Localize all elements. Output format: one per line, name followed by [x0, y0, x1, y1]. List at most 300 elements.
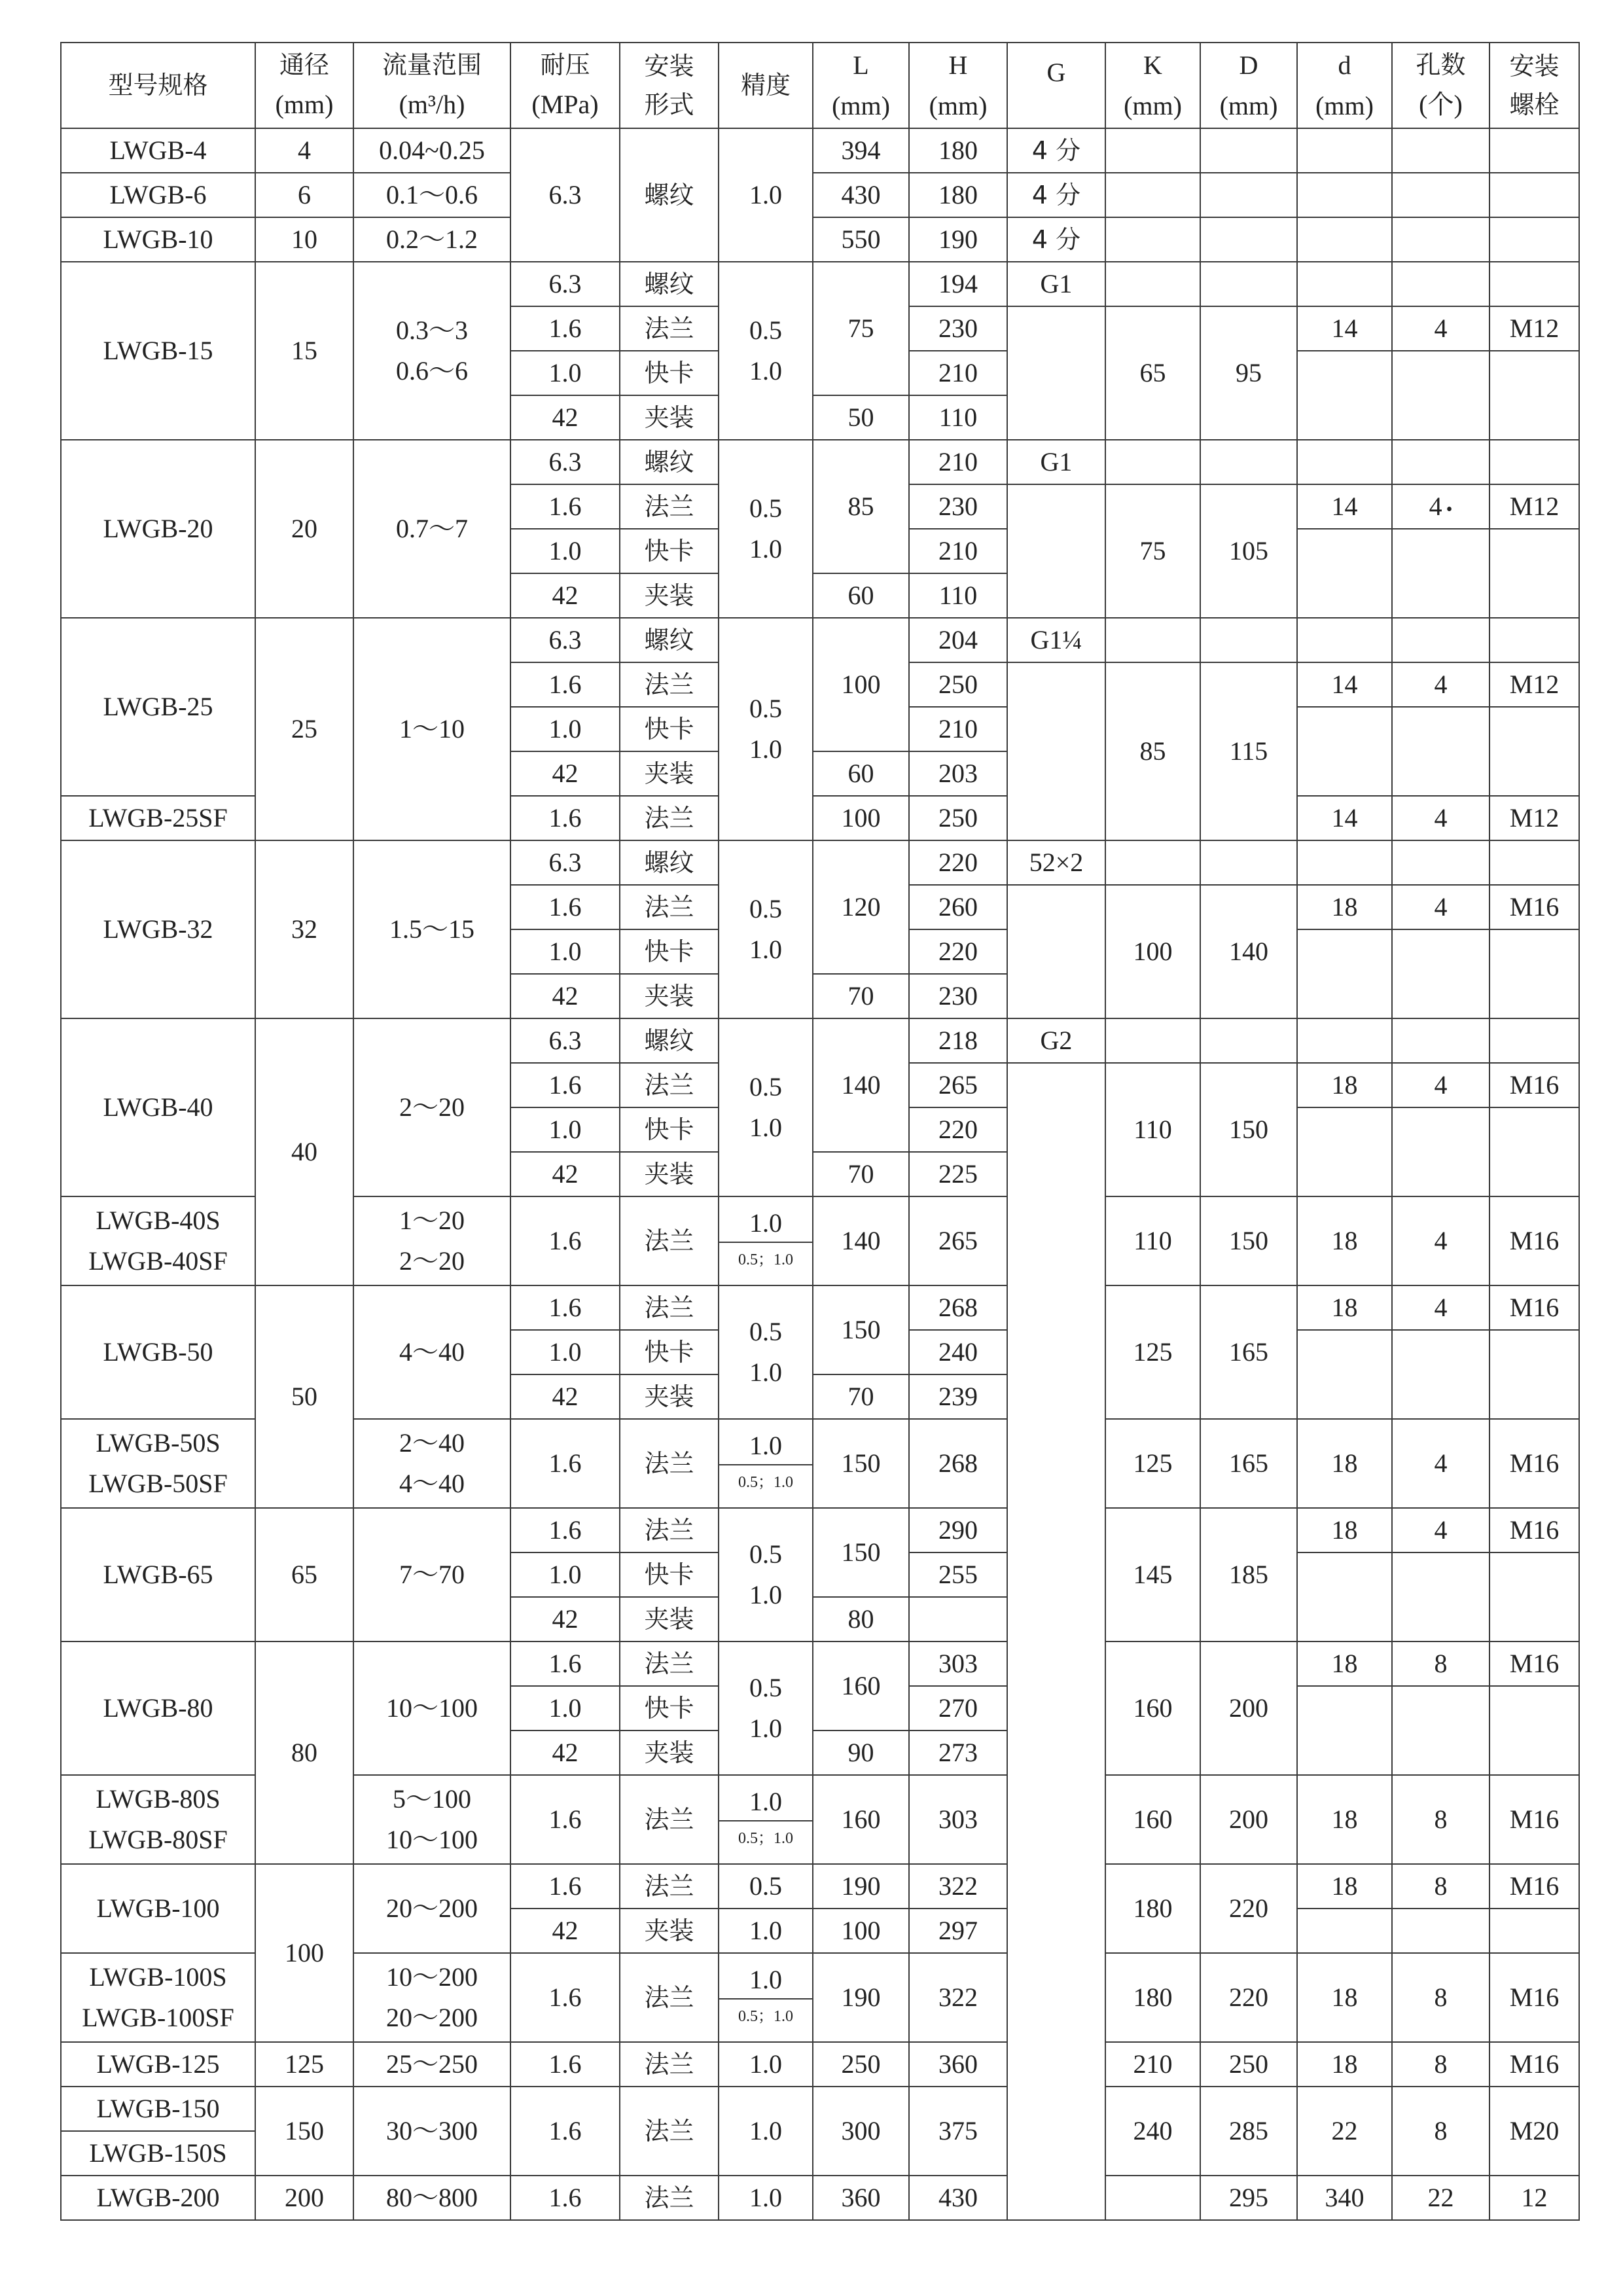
L-cell: 190: [813, 1864, 909, 1909]
holes-cell: [1392, 128, 1489, 173]
mount-cell: 法兰: [620, 1063, 719, 1107]
mount-cell: 法兰: [620, 1196, 719, 1285]
header-mount: 安装 形式: [620, 43, 719, 128]
flow-cell: 2～40 4～40: [353, 1419, 510, 1508]
D-cell: 185: [1200, 1508, 1297, 1641]
d-cell: 22: [1297, 2087, 1392, 2176]
d-cell: [1297, 173, 1392, 217]
H-cell: 297: [909, 1909, 1007, 1953]
L-cell: 150: [813, 1285, 909, 1374]
flow-cell: 80～800: [353, 2176, 510, 2220]
G-cell: 4 分: [1007, 217, 1105, 262]
pressure-cell: 1.0: [510, 1552, 620, 1597]
K-cell: 125: [1105, 1419, 1200, 1508]
pressure-cell: 1.6: [510, 1063, 620, 1107]
holes-cell: [1392, 262, 1489, 306]
d-cell: [1297, 128, 1392, 173]
H-cell: 210: [909, 707, 1007, 751]
model-cell: LWGB-50: [61, 1285, 255, 1419]
bolt-cell: M16: [1489, 1641, 1579, 1686]
H-cell: 273: [909, 1731, 1007, 1775]
mount-cell: 夹装: [620, 1374, 719, 1419]
dn-cell: 100: [255, 1864, 353, 2042]
bolt-cell: M16: [1489, 1063, 1579, 1107]
model-cell: LWGB-150: [61, 2087, 255, 2131]
pressure-cell: 1.6: [510, 662, 620, 707]
D-cell: 220: [1200, 1864, 1297, 1953]
D-cell: [1200, 128, 1297, 173]
mount-cell: 快卡: [620, 707, 719, 751]
bolt-cell: [1489, 173, 1579, 217]
bolt-cell: [1489, 840, 1579, 885]
mount-cell: 夹装: [620, 573, 719, 618]
K-cell: 145: [1105, 1508, 1200, 1641]
d-cell: [1297, 351, 1392, 440]
pressure-cell: 42: [510, 1152, 620, 1196]
L-cell: 150: [813, 1508, 909, 1597]
d-cell: [1297, 707, 1392, 796]
header-H: H (mm): [909, 43, 1007, 128]
pressure-cell: 1.0: [510, 1686, 620, 1731]
H-cell: 268: [909, 1419, 1007, 1508]
model-cell: LWGB-80S LWGB-80SF: [61, 1775, 255, 1864]
holes-cell: 4: [1392, 1508, 1489, 1552]
d-cell: 18: [1297, 1285, 1392, 1330]
pressure-cell: 1.6: [510, 2176, 620, 2220]
K-cell: [1105, 128, 1200, 173]
L-cell: 80: [813, 1597, 909, 1641]
mount-cell: 法兰: [620, 306, 719, 351]
D-cell: 285: [1200, 2087, 1297, 2176]
d-cell: 22: [1392, 2176, 1489, 2220]
H-cell: 322: [909, 1864, 1007, 1909]
flow-cell: 20～200: [353, 1864, 510, 1953]
L-cell: 70: [813, 1152, 909, 1196]
H-cell: 360: [909, 2042, 1007, 2087]
H-cell: 220: [909, 929, 1007, 974]
holes-cell: [1392, 1330, 1489, 1419]
L-cell: 394: [813, 128, 909, 173]
L-cell: 250: [813, 2042, 909, 2087]
accuracy-cell: 1.0: [719, 128, 813, 262]
pressure-cell: 6.3: [510, 1018, 620, 1063]
L-cell: 60: [813, 573, 909, 618]
accuracy-cell: 1.0 0.5；1.0: [719, 1775, 813, 1864]
holes-cell: 4: [1392, 796, 1489, 840]
table-row: [61, 2087, 1579, 2131]
model-cell: LWGB-32: [61, 840, 255, 1018]
mount-cell: 快卡: [620, 351, 719, 395]
bolt-cell: M12: [1489, 484, 1579, 529]
pressure-cell: 42: [510, 751, 620, 796]
pressure-cell: 1.0: [510, 707, 620, 751]
model-cell: LWGB-25SF: [61, 796, 255, 840]
dn-cell: 80: [255, 1641, 353, 1864]
L-cell: 70: [813, 1374, 909, 1419]
d-cell: [1297, 618, 1392, 662]
model-cell: LWGB-15: [61, 262, 255, 440]
holes-cell: [1392, 1018, 1489, 1063]
flow-cell: 0.2～1.2: [353, 217, 510, 262]
bolt-cell: M16: [1489, 1775, 1579, 1864]
flow-cell: 0.1～0.6: [353, 173, 510, 217]
accuracy-cell: 0.5 1.0: [719, 618, 813, 840]
pressure-cell: 1.6: [510, 2042, 620, 2087]
L-cell: 150: [813, 1419, 909, 1508]
mount-cell: 螺纹: [620, 440, 719, 484]
holes-cell: [1392, 529, 1489, 618]
pressure-cell: 42: [510, 1597, 620, 1641]
D-cell: 150: [1200, 1196, 1297, 1285]
d-cell: [1297, 840, 1392, 885]
K-cell: 160: [1105, 1775, 1200, 1864]
mount-cell: 螺纹: [620, 128, 719, 262]
table-row: [61, 217, 1579, 262]
D-cell: [1200, 262, 1297, 306]
header-K: K (mm): [1105, 43, 1200, 128]
dn-cell: 200: [255, 2176, 353, 2220]
accuracy-cell: 0.5 1.0: [719, 440, 813, 618]
table-row: [61, 1285, 1579, 1330]
D-cell: 115: [1200, 662, 1297, 840]
model-cell: LWGB-200: [61, 2176, 255, 2220]
d-cell: [1297, 1686, 1392, 1775]
H-cell: 194: [909, 262, 1007, 306]
L-cell: 140: [813, 1018, 909, 1152]
bolt-cell: [1489, 618, 1579, 662]
header-holes: 孔数 (个): [1392, 43, 1489, 128]
pressure-cell: 1.6: [510, 1641, 620, 1686]
pressure-cell: 42: [510, 395, 620, 440]
D-cell: [1200, 217, 1297, 262]
accuracy-cell: 0.5 1.0: [719, 1508, 813, 1641]
L-cell: 75: [813, 262, 909, 395]
H-cell: 210: [909, 440, 1007, 484]
dn-cell: 15: [255, 262, 353, 440]
header-bolt: 安装 螺栓: [1489, 43, 1579, 128]
model-cell: LWGB-150S: [61, 2131, 255, 2176]
L-cell: 60: [813, 751, 909, 796]
pressure-cell: 1.6: [510, 1508, 620, 1552]
accuracy-cell: 1.0: [719, 1909, 813, 1953]
bolt-cell: [1489, 1107, 1579, 1196]
mount-cell: 法兰: [620, 484, 719, 529]
D-cell: 200: [1200, 1775, 1297, 1864]
table-row: [61, 2176, 1579, 2220]
bolt-cell: M12: [1489, 306, 1579, 351]
flow-cell: 4～40: [353, 1285, 510, 1419]
mount-cell: 快卡: [620, 929, 719, 974]
bolt-cell: [1489, 440, 1579, 484]
accuracy-cell: 0.5 1.0: [719, 1018, 813, 1196]
L-cell: 100: [813, 618, 909, 751]
D-cell: [1200, 1018, 1297, 1063]
bolt-cell: M16: [1489, 1508, 1579, 1552]
L-cell: 100: [813, 1909, 909, 1953]
d-cell: 18: [1297, 1953, 1392, 2042]
K-cell: [1105, 217, 1200, 262]
flow-cell: 1～10: [353, 618, 510, 840]
header-L: L (mm): [813, 43, 909, 128]
bolt-cell: [1489, 351, 1579, 440]
H-cell: 375: [909, 2087, 1007, 2176]
pressure-cell: 42: [510, 1374, 620, 1419]
flow-cell: 0.04~0.25: [353, 128, 510, 173]
d-cell: 14: [1297, 796, 1392, 840]
H-cell: 430: [909, 2176, 1007, 2220]
holes-cell: [1392, 929, 1489, 1018]
mount-cell: 螺纹: [620, 262, 719, 306]
bolt-cell: M16: [1489, 1419, 1579, 1508]
pressure-cell: 6.3: [510, 128, 620, 262]
K-cell: 295: [1200, 2176, 1297, 2220]
bolt-cell: M20: [1489, 2087, 1579, 2176]
holes-cell: 8: [1392, 2087, 1489, 2176]
holes-cell: 4: [1392, 306, 1489, 351]
mount-cell: 快卡: [620, 1107, 719, 1152]
accuracy-cell: 1.0 0.5；1.0: [719, 1419, 813, 1508]
holes-cell: [1392, 351, 1489, 440]
H-cell: 260: [909, 885, 1007, 929]
mount-cell: 法兰: [620, 2087, 719, 2176]
H-cell: 230: [909, 484, 1007, 529]
D-cell: 340: [1297, 2176, 1392, 2220]
H-cell: 220: [909, 1107, 1007, 1152]
mount-cell: 快卡: [620, 1552, 719, 1597]
D-cell: 140: [1200, 885, 1297, 1018]
G-cell: G2: [1007, 1018, 1105, 1063]
K-cell: [1105, 618, 1200, 662]
H-cell: 303: [909, 1775, 1007, 1864]
model-cell: LWGB-25: [61, 618, 255, 796]
H-cell: 230: [909, 974, 1007, 1018]
pressure-cell: 6.3: [510, 440, 620, 484]
holes-cell: [1392, 440, 1489, 484]
d-cell: 18: [1297, 2042, 1392, 2087]
D-cell: 165: [1200, 1285, 1297, 1419]
bolt-cell: [1489, 1018, 1579, 1063]
holes-cell: [1392, 1107, 1489, 1196]
bolt-cell: [1489, 1552, 1579, 1641]
mount-cell: 法兰: [620, 1285, 719, 1330]
header-dn: 通径 (mm): [255, 43, 353, 128]
K-cell: [1105, 173, 1200, 217]
K-cell: 210: [1105, 2042, 1200, 2087]
pressure-cell: 6.3: [510, 840, 620, 885]
header-D: D (mm): [1200, 43, 1297, 128]
pressure-cell: 1.6: [510, 484, 620, 529]
pressure-cell: 42: [510, 974, 620, 1018]
L-cell: 140: [813, 1196, 909, 1285]
G-cell: G1: [1007, 262, 1105, 306]
D-cell: 105: [1200, 484, 1297, 618]
pressure-cell: 42: [510, 573, 620, 618]
H-cell: 180: [909, 173, 1007, 217]
mount-cell: 法兰: [620, 1864, 719, 1909]
mount-cell: 法兰: [620, 796, 719, 840]
table-row: [61, 262, 1579, 306]
pressure-cell: 1.0: [510, 529, 620, 573]
table-row: [61, 1018, 1579, 1063]
model-cell: LWGB-4: [61, 128, 255, 173]
accuracy-cell: 1.0 0.5；1.0: [719, 1953, 813, 2042]
holes-cell: [1392, 217, 1489, 262]
H-cell: 239: [909, 1374, 1007, 1419]
flow-cell: 10～100: [353, 1641, 510, 1775]
mount-cell: 法兰: [620, 885, 719, 929]
flow-cell: 25～250: [353, 2042, 510, 2087]
H-cell: 110: [909, 395, 1007, 440]
d-cell: 14: [1297, 484, 1392, 529]
mount-cell: 螺纹: [620, 1018, 719, 1063]
pressure-cell: 42: [510, 1909, 620, 1953]
D-cell: 150: [1200, 1063, 1297, 1196]
mount-cell: 法兰: [620, 1775, 719, 1864]
model-cell: LWGB-65: [61, 1508, 255, 1641]
d-cell: [1297, 1909, 1392, 1953]
flow-cell: 1.5～15: [353, 840, 510, 1018]
accuracy-cell: 1.0 0.5；1.0: [719, 1196, 813, 1285]
dn-cell: 32: [255, 840, 353, 1018]
K-cell: 180: [1105, 1864, 1200, 1953]
d-cell: [1297, 529, 1392, 618]
model-cell: LWGB-10: [61, 217, 255, 262]
d-cell: [1297, 1107, 1392, 1196]
dn-cell: 125: [255, 2042, 353, 2087]
header-accuracy: 精度: [719, 43, 813, 128]
G-cell: G1: [1007, 440, 1105, 484]
pressure-cell: 1.6: [510, 796, 620, 840]
table-row: [61, 2042, 1579, 2087]
header-d: d (mm): [1297, 43, 1392, 128]
D-cell: 200: [1200, 1641, 1297, 1775]
H-cell: 225: [909, 1152, 1007, 1196]
mount-cell: 夹装: [620, 1597, 719, 1641]
H-cell: [909, 1597, 1007, 1641]
holes-cell: [1392, 707, 1489, 796]
H-cell: 250: [909, 662, 1007, 707]
header-G: G: [1007, 43, 1105, 128]
pressure-cell: 1.6: [510, 885, 620, 929]
dn-cell: 150: [255, 2087, 353, 2176]
L-cell: 50: [813, 395, 909, 440]
mount-cell: 快卡: [620, 1330, 719, 1374]
H-cell: 265: [909, 1063, 1007, 1107]
bolt-cell: M16: [1489, 1953, 1579, 2042]
bolt-cell: M12: [1489, 796, 1579, 840]
holes-cell: [1392, 1909, 1489, 1953]
D-cell: [1200, 618, 1297, 662]
flow-cell: 0.7～7: [353, 440, 510, 618]
G-cell: [1007, 306, 1105, 440]
accuracy-cell: 1.0: [719, 2042, 813, 2087]
mount-cell: 夹装: [620, 1909, 719, 1953]
mount-cell: 快卡: [620, 529, 719, 573]
D-cell: [1200, 440, 1297, 484]
mount-cell: 夹装: [620, 974, 719, 1018]
H-cell: 265: [909, 1196, 1007, 1285]
model-cell: LWGB-40: [61, 1018, 255, 1196]
D-cell: [1200, 173, 1297, 217]
model-cell: LWGB-40S LWGB-40SF: [61, 1196, 255, 1285]
mount-cell: 夹装: [620, 1152, 719, 1196]
model-cell: LWGB-100S LWGB-100SF: [61, 1953, 255, 2042]
K-cell: [1105, 1018, 1200, 1063]
L-cell: 160: [813, 1641, 909, 1731]
K-cell: [1105, 440, 1200, 484]
holes-cell: 4: [1392, 1063, 1489, 1107]
stray-dot: •: [1446, 499, 1453, 520]
L-cell: 300: [813, 2087, 909, 2176]
holes-cell: 4: [1392, 885, 1489, 929]
spec-table: [60, 42, 1580, 2221]
bolt-cell: M16: [1489, 2042, 1579, 2087]
mount-cell: 法兰: [620, 2042, 719, 2087]
G-cell: 4 分: [1007, 173, 1105, 217]
H-cell: 303: [909, 1641, 1007, 1686]
pressure-cell: 1.0: [510, 1107, 620, 1152]
mount-cell: 螺纹: [620, 618, 719, 662]
holes-cell: [1392, 1686, 1489, 1775]
holes-cell: 8: [1392, 2042, 1489, 2087]
accuracy-cell: 0.5 1.0: [719, 1641, 813, 1775]
dn-cell: 20: [255, 440, 353, 618]
bolt-cell: [1489, 128, 1579, 173]
accuracy-cell: 0.5 1.0: [719, 262, 813, 440]
pressure-cell: 1.6: [510, 2087, 620, 2176]
dn-cell: 10: [255, 217, 353, 262]
flow-cell: 10～200 20～200: [353, 1953, 510, 2042]
bolt-cell: M12: [1489, 662, 1579, 707]
d-cell: 14: [1297, 306, 1392, 351]
d-cell: [1297, 262, 1392, 306]
bolt-cell: [1489, 262, 1579, 306]
d-cell: [1297, 929, 1392, 1018]
K-cell: 160: [1105, 1641, 1200, 1775]
bolt-cell: M16: [1489, 1196, 1579, 1285]
model-cell: LWGB-80: [61, 1641, 255, 1775]
L-cell: 70: [813, 974, 909, 1018]
table-row: [61, 1641, 1579, 1686]
d-cell: 18: [1297, 1419, 1392, 1508]
d-cell: [1297, 440, 1392, 484]
mount-cell: 法兰: [620, 662, 719, 707]
H-cell: 230: [909, 306, 1007, 351]
H-cell: 190: [909, 217, 1007, 262]
mount-cell: 夹装: [620, 751, 719, 796]
K-cell: 100: [1105, 885, 1200, 1018]
mount-cell: 法兰: [620, 1953, 719, 2042]
D-cell: [1200, 840, 1297, 885]
header-model: 型号规格: [61, 43, 255, 128]
mount-cell: 夹装: [620, 1731, 719, 1775]
mount-cell: 法兰: [620, 1641, 719, 1686]
dn-cell: 4: [255, 128, 353, 173]
holes-cell: [1392, 173, 1489, 217]
d-cell: [1297, 1018, 1392, 1063]
header-row: [61, 43, 1579, 128]
table-row: [61, 1508, 1579, 1552]
holes-cell: [1392, 618, 1489, 662]
L-cell: 160: [813, 1775, 909, 1864]
H-cell: 210: [909, 529, 1007, 573]
L-cell: 430: [813, 173, 909, 217]
K-cell: 240: [1105, 2087, 1200, 2176]
L-cell: 360: [813, 2176, 909, 2220]
accuracy-cell: 1.0: [719, 2087, 813, 2176]
K-cell: 110: [1105, 1196, 1200, 1285]
L-cell: 550: [813, 217, 909, 262]
